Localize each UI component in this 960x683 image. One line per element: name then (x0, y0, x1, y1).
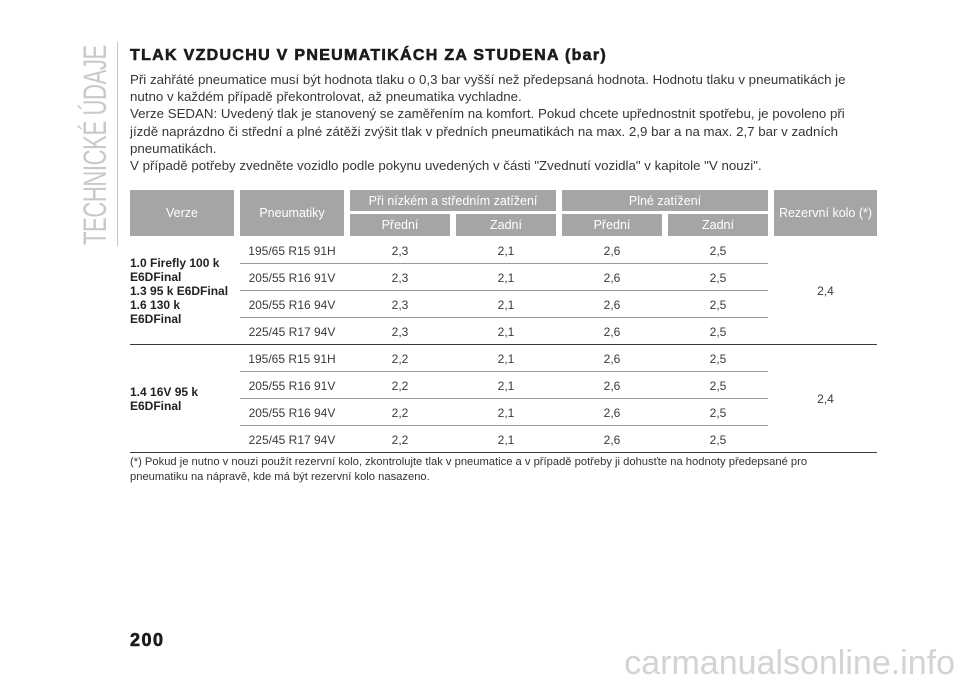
tyre-size: 195/65 R15 91H (248, 243, 336, 258)
full-load-front-pressure: 2,6 (603, 324, 621, 339)
full-load-front-pressure: 2,6 (603, 270, 621, 285)
table-row (130, 264, 877, 291)
header-low-load-rear: Zadní (456, 214, 556, 236)
header-spare-wheel: Rezervní kolo (*) (774, 190, 877, 236)
low-load-rear-pressure: 2,1 (497, 405, 515, 420)
low-load-front-pressure: 2,3 (391, 324, 409, 339)
low-load-front-pressure: 2,2 (391, 351, 409, 366)
table-row (130, 426, 877, 453)
table-row (130, 291, 877, 318)
full-load-rear-pressure: 2,5 (709, 270, 727, 285)
spare-wheel-pressure: 2,4 (817, 391, 834, 406)
text-line: (*) Pokud je nutno v nouzi použít rezervní kolo, zkontrolujte tlak v pneumatice a v případě potřeby ji dohusťte na hodnoty předepsané pro (130, 456, 808, 468)
section-tab-label: TECHNICKÉ ÚDAJE (77, 45, 113, 245)
full-load-front-pressure: 2,6 (603, 405, 621, 420)
watermark: carmanualsonline.info (624, 644, 955, 682)
full-load-rear-pressure: 2,5 (709, 243, 727, 258)
tyre-pressure-table (130, 190, 877, 453)
full-load-front-pressure: 2,6 (603, 351, 621, 366)
version-name: 1.3 95 k E6DFinal (130, 283, 229, 298)
full-load-front-pressure: 2,6 (603, 378, 621, 393)
tyre-size: 205/55 R16 91V (248, 378, 336, 393)
full-load-rear-pressure: 2,5 (709, 378, 727, 393)
header-full-load-rear: Zadní (668, 214, 768, 236)
text-line: pneumatiku na nápravě, kde má být rezervní kolo nasazeno. (130, 470, 430, 483)
tyre-size: 205/55 R16 91V (248, 270, 336, 285)
table-footnote (130, 455, 807, 484)
header-tyres: Pneumatiky (240, 190, 344, 236)
full-load-front-pressure: 2,6 (603, 243, 621, 258)
text-line: pneumatikách. (130, 140, 217, 156)
tyre-size: 225/45 R17 94V (248, 432, 336, 447)
version-group (130, 237, 877, 345)
low-load-rear-pressure: 2,1 (497, 243, 515, 258)
low-load-rear-pressure: 2,1 (497, 378, 515, 393)
table-row (130, 372, 877, 399)
text-line: Při zahřáté pneumatice musí být hodnota tlaku o 0,3 bar vyšší než předepsaná hodnota. Hodnotu tlaku v pneumatikách je (130, 72, 846, 87)
full-load-rear-pressure: 2,5 (709, 297, 727, 312)
spare-wheel-pressure: 2,4 (817, 283, 834, 298)
full-load-rear-pressure: 2,5 (709, 351, 727, 366)
header-low-load-front: Přední (350, 214, 450, 236)
intro-text (130, 71, 846, 174)
table-row (130, 318, 877, 345)
tyre-size: 225/45 R17 94V (248, 324, 336, 339)
intro-paragraph-sedan (130, 105, 846, 157)
low-load-rear-pressure: 2,1 (497, 351, 515, 366)
version-name: 1.0 Firefly 100 k E6DFinal (130, 255, 220, 284)
version-group (130, 345, 877, 453)
tyre-size: 195/65 R15 91H (248, 351, 336, 366)
full-load-front-pressure: 2,6 (603, 432, 621, 447)
tyre-size: 205/55 R16 94V (248, 405, 336, 420)
tyre-size: 205/55 R16 94V (248, 297, 336, 312)
table-row (130, 399, 877, 426)
low-load-front-pressure: 2,3 (391, 297, 409, 312)
version-name: 1.6 130 k E6DFinal (130, 297, 182, 326)
low-load-front-pressure: 2,2 (391, 405, 409, 420)
section-tab-divider (117, 42, 118, 246)
table-row (130, 345, 877, 372)
full-load-rear-pressure: 2,5 (709, 405, 727, 420)
header-version: Verze (130, 190, 234, 236)
full-load-front-pressure: 2,6 (603, 297, 621, 312)
header-full-load-front: Přední (562, 214, 662, 236)
header-low-medium-load: Při nízkém a středním zatížení (350, 190, 556, 211)
text-line: V případě potřeby zvedněte vozidlo podle pokynu uvedených v části "Zvednutí vozidla" v kapitole "V nouzi". (130, 158, 762, 174)
section-title: TLAK VZDUCHU V PNEUMATIKÁCH ZA STUDENA (bar) (130, 47, 608, 64)
low-load-rear-pressure: 2,1 (497, 297, 515, 312)
full-load-rear-pressure: 2,5 (709, 324, 727, 339)
low-load-front-pressure: 2,3 (391, 243, 409, 258)
text-line: jízdě naprázdno či střední a plné zátěži zvýšit tlak v předních pneumatikách na max. 2,9 bar a na max. 2,7 bar v zadních (130, 123, 839, 139)
text-line: nutno v každém případě překontrolovat, až pneumatika vychladne. (130, 89, 522, 105)
header-full-load: Plné zatížení (562, 190, 768, 211)
low-load-rear-pressure: 2,1 (497, 432, 515, 447)
low-load-rear-pressure: 2,1 (497, 270, 515, 285)
text-line: Verze SEDAN: Uvedený tlak je stanovený se zaměřením na komfort. Pokud chcete upřednostnit spotřebu, je povoleno při (130, 106, 845, 122)
low-load-rear-pressure: 2,1 (497, 324, 515, 339)
low-load-front-pressure: 2,3 (391, 270, 409, 285)
low-load-front-pressure: 2,2 (391, 378, 409, 393)
full-load-rear-pressure: 2,5 (709, 432, 727, 447)
low-load-front-pressure: 2,2 (391, 432, 409, 447)
intro-paragraph-lifting (130, 157, 846, 174)
table-row (130, 237, 877, 264)
version-name: 1.4 16V 95 k E6DFinal (130, 384, 199, 413)
page-number: 200 (130, 630, 165, 650)
intro-paragraph-warm-tyres (130, 71, 846, 105)
